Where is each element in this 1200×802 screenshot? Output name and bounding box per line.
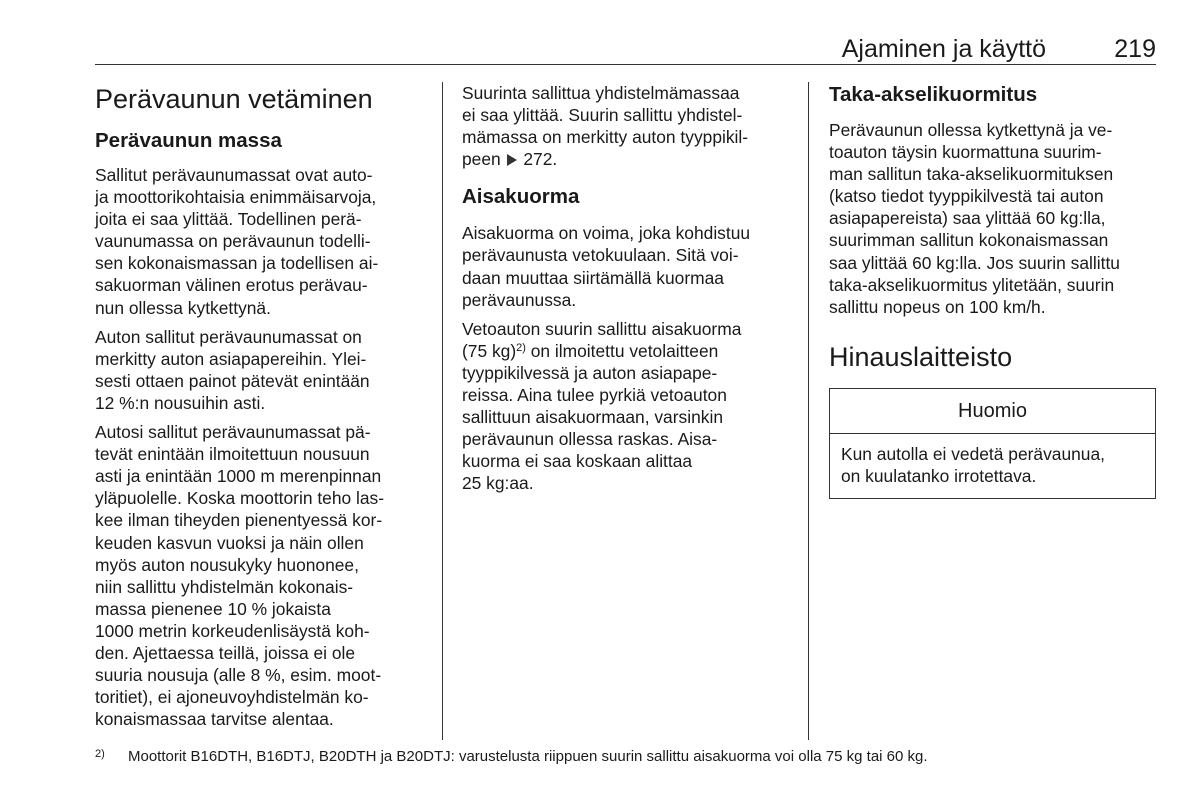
section-heading-rear-axle-load: Taka-akselikuormitus xyxy=(829,83,1038,106)
paragraph-drawbar-load-1: Aisakuorma on voima, joka kohdistuu perävaunusta vetokuulaan. Sitä voi- daan muuttaa siirtämällä kuormaa perävaunussa. xyxy=(462,223,751,310)
paragraph-trailer-mass-1: Sallitut perävaunumassat ovat auto- ja moottorikohtaisia enimmäisarvoja, joita ei saa ylittää. Todellinen perä- vaunumassa on perävaunun todelli- sen kokonaismassan ja todellisen ai- sakuorman välinen erotus perävau- nun ollessa kytkettynä. xyxy=(95,165,379,318)
paragraph-rear-axle-load: Perävaunun ollessa kytkettynä ja ve- toauton täysin kuormattuna suurim- man sallitun taka-akselikuormituksen (katso tiedot tyyppikilvestä tai auton asiapapereista) saa ylittää 60 kg:lla, suurimman sallitun kokonaismassan saa ylittää 60 kg:lla. Jos suurin sallittu taka-akselikuormitus ylitetään, suurin sallittu nopeus on 100 km/h. xyxy=(829,120,1120,317)
column-1 xyxy=(95,82,423,737)
chapter-title-towing-equipment: Hinauslaitteisto xyxy=(829,341,1013,372)
page-reference-arrow-icon xyxy=(507,154,517,166)
paragraph-combination-mass: Suurinta sallittua yhdistelmämassaa ei saa ylittää. Suurin sallittu yhdistel- mämassa on merkitty auton tyyppikil- peen 272. xyxy=(462,83,749,170)
notice-box xyxy=(829,388,1156,499)
footnote-mark: 2) xyxy=(95,748,105,760)
page-header xyxy=(95,30,1156,65)
column-2 xyxy=(462,82,790,502)
section-heading-drawbar-load: Aisakuorma xyxy=(462,185,580,209)
paragraph-trailer-mass-3: Autosi sallitut perävaunumassat pä- tevät enintään ilmoitettuun nousuun asti ja enintään 1000 m merenpinnan yläpuolelle. Koska moottorin teho las- kee ilman tiheyden pienentyessä kor- keuden kasvun vuoksi ja näin ollen myös auton nousukyky huononee, niin sallittu yhdistelmän kokonais- massa pienenee 10 % jokaista 1000 metrin korkeudenlisäystä koh- den. Ajettaessa teillä, joissa ei ole suuria nousuja (alle 8 %, esim. moot- toritiet), ei ajoneuvoyhdistelmän ko- konaismassaa tarvitse alentaa. xyxy=(95,422,385,730)
paragraph-trailer-mass-2: Auton sallitut perävaunumassat on merkitty auton asiapapereihin. Ylei- sesti ottaen painot pätevät enintään 12 %:n nousuihin asti. xyxy=(95,326,370,413)
notice-text: Kun autolla ei vedetä perävaunua, on kuulatanko irrotettava. xyxy=(841,444,1105,487)
column-divider-1 xyxy=(442,82,443,740)
column-divider-2 xyxy=(808,82,809,740)
paragraph-drawbar-load-2: Vetoauton suurin sallittu aisakuorma (75 kg)$^{2)}$ on ilmoitettu vetolaitteen tyyppikilvessä ja auton asiapape- reissa. Aina tulee pyrkiä vetoauton sallittuun aisakuormaan, varsinkin perävaunun ollessa raskas. Aisa- kuorma ei saa koskaan alittaa 25 kg:aa. xyxy=(462,318,742,494)
page-number: 219 xyxy=(1114,35,1156,63)
footnote-reference: 2) xyxy=(516,341,526,354)
section-title: Ajaminen ja käyttö xyxy=(841,35,1046,63)
notice-label: Huomio xyxy=(830,389,1155,434)
column-3 xyxy=(829,82,1156,374)
section-heading-trailer-mass: Perävaunun massa xyxy=(95,129,282,152)
page-reference-link[interactable]: 272. xyxy=(523,149,558,170)
chapter-title: Perävaunun vetäminen xyxy=(95,84,373,114)
footnote-text: Moottorit B16DTH, B16DTJ, B20DTH ja B20DTJ: varustelusta riippuen suurin sallittu aisakuorma voi olla 75 kg tai 60 kg. xyxy=(128,748,928,765)
